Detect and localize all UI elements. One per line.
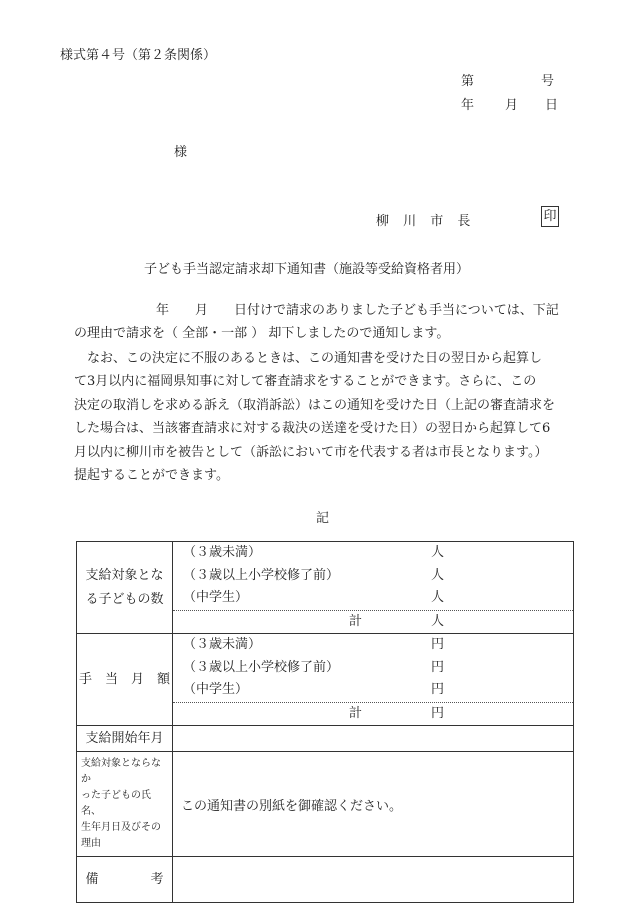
body-line: なお、この決定に不服のあるときは、この通知書を受けた日の翌日から起算し (74, 351, 543, 366)
doc-number-suffix: 号 (541, 74, 555, 89)
category-row: （３歳以上小学校修了前） 円 (183, 659, 445, 675)
category-row: （中学生） 人 (173, 587, 573, 611)
body-line: 決定の取消しを求める訴え（取消訴訟）はこの通知を受けた日（上記の審査請求を (74, 398, 556, 413)
ineligible-label (77, 752, 173, 857)
monthly-amount-label: 手 当 月 額 (77, 634, 173, 726)
body-line: 月以内に柳川市を被告として（訴訟において市を代表する者は市長となります。） (74, 445, 548, 460)
sender: 柳 川 市 長 (376, 214, 476, 229)
ineligible-row (77, 752, 574, 857)
monthly-amount-cell (173, 634, 574, 726)
seal-mark: 印 (541, 206, 559, 227)
total-row: 計 人 (349, 613, 445, 629)
date-month: 月 (505, 98, 519, 113)
document-title: 子ども手当認定請求却下通知書（施設等受給資格者用） (144, 262, 470, 277)
doc-number-prefix: 第 (461, 74, 475, 89)
ki-heading: 記 (316, 511, 330, 526)
details-table (76, 541, 574, 903)
label-line: 生年月日及びその理由 (81, 822, 161, 849)
ineligible-value: この通知書の別紙を御確認ください。 (173, 752, 574, 857)
children-count-label (77, 542, 173, 634)
total-row: 計 円 (349, 705, 445, 721)
body-line: した場合は、当該審査請求に対する裁決の送達を受けた日）の翌日から起算して6 (74, 421, 551, 436)
form-number: 様式第４号（第２条関係） (60, 48, 217, 63)
date-day: 日 (545, 98, 559, 113)
start-month-label: 支給開始年月 (77, 726, 173, 752)
date-year: 年 (461, 98, 475, 113)
children-count-row (77, 542, 574, 634)
start-month-row (77, 726, 574, 752)
remarks-label: 備 考 (77, 857, 173, 903)
remarks-row (77, 857, 574, 903)
category-row: （３歳未満） 円 (183, 637, 445, 652)
body-line: 年 月 日付けで請求のありました子ども手当については、下記 (78, 303, 559, 318)
body-line: て3月以内に福岡県知事に対して審査請求をすることができます。さらに、この (74, 374, 537, 389)
category-row: （中学生） 円 (173, 679, 573, 703)
label-line: る子どもの数 (85, 591, 164, 607)
category-row: （３歳以上小学校修了前） 人 (183, 567, 445, 583)
children-count-cell (173, 542, 574, 634)
label-line: った子どもの氏名、 (81, 790, 151, 817)
category-row: （３歳未満） 人 (183, 545, 445, 560)
body-line: の理由で請求を（ 全部・一部 ） 却下しましたので通知します。 (74, 326, 450, 341)
label-line: 支給対象とならなか (81, 758, 161, 785)
addressee: 様 (174, 145, 188, 160)
remarks-value (173, 857, 574, 903)
label-line: 支給対象とな (85, 567, 164, 583)
start-month-value (173, 726, 574, 752)
body-line: 提起することができます。 (74, 468, 229, 483)
monthly-amount-row (77, 634, 574, 726)
